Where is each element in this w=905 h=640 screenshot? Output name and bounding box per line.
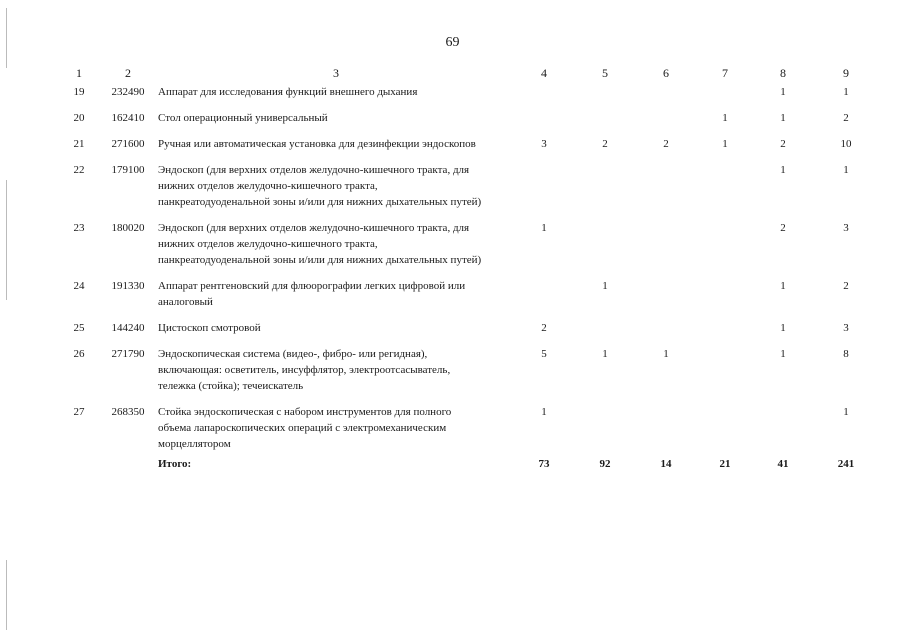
table-row	[60, 110, 880, 136]
total-row	[60, 456, 880, 486]
quantity-c9: 2	[843, 280, 849, 292]
item-name: Аппарат для исследования функций внешнего дыхания	[158, 86, 418, 98]
quantity-c5: 1	[602, 280, 608, 292]
total-c5: 92	[599, 458, 611, 470]
quantity-c6	[636, 278, 696, 320]
quantity-c4: 1	[541, 222, 547, 234]
item-code: 144240	[111, 322, 145, 334]
quantity-c9: 1	[843, 86, 849, 98]
row-number: 21	[73, 138, 85, 150]
quantity-c9: 2	[843, 112, 849, 124]
quantity-c6	[636, 110, 696, 136]
quantity-c8	[754, 404, 812, 456]
item-code: 232490	[111, 86, 145, 98]
item-code: 179100	[111, 164, 145, 176]
total-c6: 14	[660, 458, 672, 470]
quantity-c8: 2	[780, 222, 786, 234]
row-number: 22	[73, 164, 85, 176]
column-number: 3	[333, 66, 339, 80]
column-number: 8	[780, 66, 786, 80]
quantity-c8: 1	[780, 322, 786, 334]
item-code: 271600	[111, 138, 145, 150]
quantity-c7	[696, 346, 754, 404]
quantity-c7: 1	[722, 138, 728, 150]
item-name: Эндоскоп (для верхних отделов желудочно-кишечного тракта, для нижних отделов желудочно-кишечного тракта, панкреатодуоденальной зоны и/или для нижних дыхательных путей)	[158, 164, 482, 208]
column-number-row	[60, 62, 880, 84]
total-c7: 21	[719, 458, 731, 470]
row-number: 26	[73, 348, 85, 360]
item-code: 271790	[111, 348, 145, 360]
quantity-c6	[636, 162, 696, 220]
table-row	[60, 404, 880, 456]
column-number: 1	[76, 66, 82, 80]
quantity-c7	[696, 278, 754, 320]
item-name: Стол операционный универсальный	[158, 112, 328, 124]
quantity-c5: 1	[602, 348, 608, 360]
quantity-c9: 1	[843, 406, 849, 418]
quantity-c7: 1	[722, 112, 728, 124]
scan-edge-mark	[6, 560, 7, 630]
row-number: 24	[73, 280, 85, 292]
item-code: 191330	[111, 280, 145, 292]
item-code: 180020	[111, 222, 145, 234]
quantity-c5	[574, 220, 636, 278]
quantity-c6: 2	[663, 138, 669, 150]
column-number: 4	[541, 66, 547, 80]
table-row	[60, 320, 880, 346]
quantity-c4: 3	[541, 138, 547, 150]
quantity-c9: 10	[840, 138, 852, 150]
column-number: 5	[602, 66, 608, 80]
item-name: Цистоскоп смотровой	[158, 322, 261, 334]
row-number: 23	[73, 222, 85, 234]
item-name: Стойка эндоскопическая с набором инструментов для полного объема лапароскопических операций с электромеханическим морцеллятором	[158, 406, 452, 450]
quantity-c4: 2	[541, 322, 547, 334]
equipment-table	[60, 62, 880, 486]
total-c4: 73	[538, 458, 550, 470]
total-label: Итого:	[158, 458, 192, 470]
quantity-c4	[514, 162, 574, 220]
column-number: 9	[843, 66, 849, 80]
quantity-c6	[636, 220, 696, 278]
table-row	[60, 346, 880, 404]
quantity-c4	[514, 84, 574, 110]
total-c8: 41	[777, 458, 789, 470]
quantity-c7	[696, 162, 754, 220]
quantity-c8: 1	[780, 112, 786, 124]
table-row	[60, 136, 880, 162]
row-number: 19	[73, 86, 85, 98]
column-number: 7	[722, 66, 728, 80]
quantity-c8: 1	[780, 348, 786, 360]
table-row	[60, 220, 880, 278]
table-row	[60, 84, 880, 110]
scan-edge-mark	[6, 180, 7, 300]
quantity-c8: 1	[780, 86, 786, 98]
quantity-c7	[696, 404, 754, 456]
quantity-c4	[514, 110, 574, 136]
quantity-c7	[696, 220, 754, 278]
item-name: Эндоскопическая система (видео-, фибро- или регидная), включающая: осветитель, инсуффлятор, электроотсасыватель, тележка (стойка); течеискатель	[158, 348, 451, 392]
quantity-c9: 3	[843, 322, 849, 334]
item-code: 268350	[111, 406, 145, 418]
quantity-c5	[574, 84, 636, 110]
quantity-c9: 3	[843, 222, 849, 234]
quantity-c9: 1	[843, 164, 849, 176]
quantity-c4: 1	[541, 406, 547, 418]
quantity-c6	[636, 84, 696, 110]
quantity-c5	[574, 320, 636, 346]
quantity-c6: 1	[663, 348, 669, 360]
quantity-c8: 1	[780, 164, 786, 176]
quantity-c5	[574, 162, 636, 220]
quantity-c5: 2	[602, 138, 608, 150]
row-number: 25	[73, 322, 85, 334]
table-row	[60, 162, 880, 220]
row-number: 20	[73, 112, 85, 124]
item-name: Аппарат рентгеновский для флюорографии легких цифровой или аналоговый	[158, 280, 466, 308]
row-number: 27	[73, 406, 85, 418]
page-number: 69	[445, 35, 460, 50]
quantity-c7	[696, 84, 754, 110]
item-code: 162410	[111, 112, 145, 124]
quantity-c8: 2	[780, 138, 786, 150]
quantity-c4	[514, 278, 574, 320]
quantity-c6	[636, 404, 696, 456]
column-number: 6	[663, 66, 669, 80]
total-c9: 241	[837, 458, 855, 470]
item-name: Эндоскоп (для верхних отделов желудочно-кишечного тракта, для нижних отделов желудочно-кишечного тракта, панкреатодуоденальной зоны и/или для нижних дыхательных путей)	[158, 222, 482, 266]
quantity-c5	[574, 110, 636, 136]
quantity-c9: 8	[843, 348, 849, 360]
table-row	[60, 278, 880, 320]
quantity-c6	[636, 320, 696, 346]
total-spacer	[60, 456, 98, 486]
quantity-c7	[696, 320, 754, 346]
quantity-c8: 1	[780, 280, 786, 292]
quantity-c5	[574, 404, 636, 456]
column-number: 2	[125, 66, 131, 80]
total-spacer	[98, 456, 158, 486]
item-name: Ручная или автоматическая установка для дезинфекции эндоскопов	[158, 138, 476, 150]
quantity-c4: 5	[541, 348, 547, 360]
